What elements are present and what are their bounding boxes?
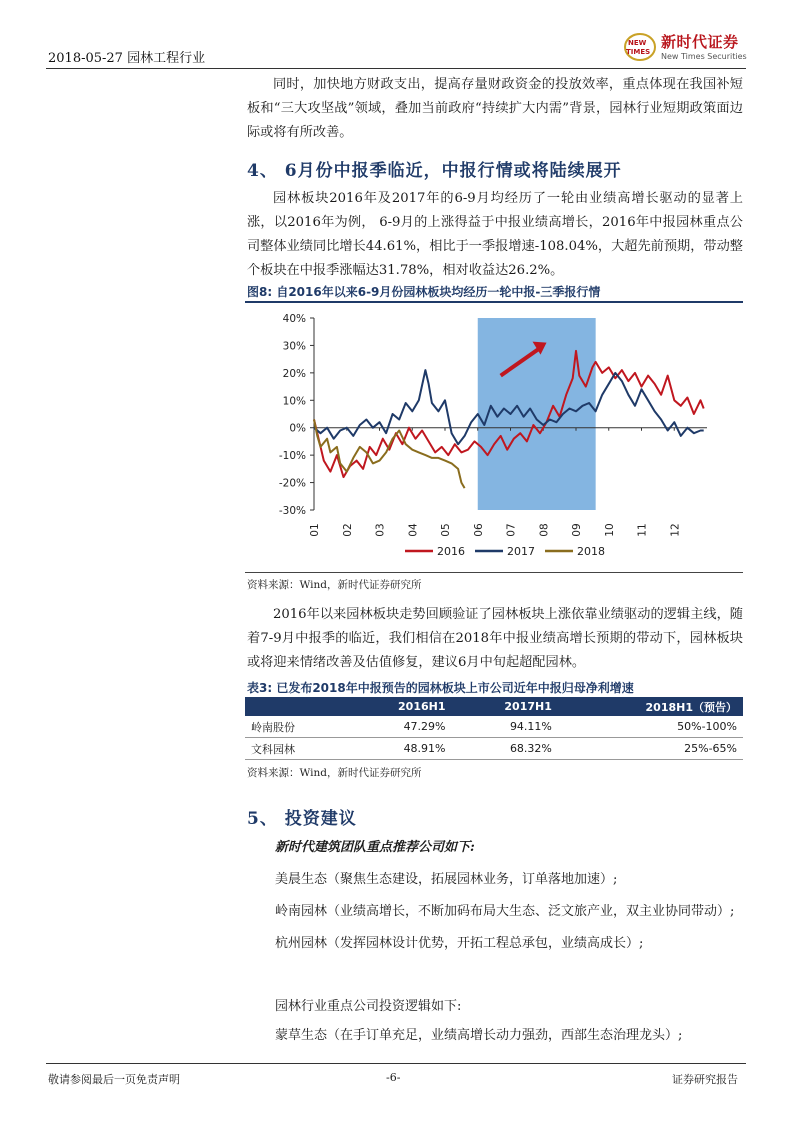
- x-tick-label: 02: [341, 523, 354, 537]
- x-tick-label: 05: [440, 523, 452, 537]
- figure-8-title: 图8: 自2016年以来6-9月份园林板块均经历一轮中报-三季报行情: [247, 285, 601, 299]
- footer-disclaimer: 敬请参阅最后一页免责声明: [48, 1073, 180, 1086]
- x-tick-label: 12: [669, 523, 682, 537]
- brand-english: New Times Securities: [661, 52, 747, 61]
- header-rule: [46, 68, 746, 69]
- header-date-industry: 2018-05-27 园林工程行业: [48, 51, 206, 66]
- table-header-cell: 2016H1: [345, 697, 451, 716]
- legend-label-2016: 2016: [437, 545, 465, 558]
- table-cell: 94.11%: [452, 716, 558, 738]
- recommendation-item: 岭南园林（业绩高增长，不断加码布局大生态、泛文旅产业，双主业协同带动）;: [275, 904, 735, 919]
- y-tick-label: 40%: [282, 313, 306, 325]
- svg-text:NEW: NEW: [628, 39, 647, 47]
- table-3-title: 表3: 已发布2018年中报预告的园林板块上市公司近年中报归母净利增速: [247, 681, 634, 695]
- section-4-heading: 4、 6月份中报季临近，中报行情或将陆续展开: [247, 161, 622, 181]
- y-tick-label: -10%: [278, 450, 306, 463]
- table-header-cell: 2017H1: [452, 697, 558, 716]
- table-cell: 岭南股份: [245, 716, 345, 738]
- table-row: [245, 738, 743, 760]
- recommendation-item: 美晨生态（聚焦生态建设，拓展园林业务，订单落地加速）;: [275, 872, 618, 887]
- figure-bottom-rule: [245, 572, 743, 573]
- y-tick-label: 20%: [282, 367, 306, 380]
- new-times-logo-icon: [622, 28, 662, 66]
- y-tick-label: 10%: [282, 395, 306, 408]
- logic-item: 蒙草生态（在手订单充足，业绩高增长动力强劲，西部生态治理龙头）;: [275, 1028, 683, 1043]
- legend-label-2018: 2018: [577, 545, 605, 558]
- paragraph-after-figure: 2016年以来园林板块走势回顾验证了园林板块上涨依靠业绩驱动的逻辑主线，随着7-9月中报季的临近，我们相信在2018年中报业绩高增长预期的带动下，园林板块或将迎来情绪改善及估值修复，建议6月中旬起超配园林。: [247, 607, 743, 670]
- recommendation-item: 杭州园林（发挥园林设计优势，开拓工程总承包，业绩高成长）;: [275, 936, 644, 951]
- figure-8-source: 资料来源：Wind，新时代证券研究所: [247, 579, 422, 591]
- table-cell: 文科园林: [245, 738, 345, 760]
- series-line-2018: [314, 420, 465, 489]
- x-tick-label: 03: [374, 523, 387, 537]
- x-tick-label: 09: [571, 523, 583, 537]
- y-tick-label: 30%: [282, 340, 306, 353]
- footer-rule: [46, 1063, 746, 1064]
- x-tick-label: 10: [603, 523, 616, 537]
- y-tick-label: -30%: [278, 505, 306, 517]
- y-tick-label: -20%: [278, 477, 306, 490]
- figure-title-rule: [245, 301, 743, 303]
- recommendation-intro: 新时代建筑团队重点推荐公司如下:: [275, 840, 475, 855]
- x-tick-label: 08: [538, 523, 551, 537]
- table-cell: 25%-65%: [558, 738, 743, 760]
- table-cell: 50%-100%: [558, 716, 743, 738]
- logic-intro: 园林行业重点公司投资逻辑如下:: [275, 999, 462, 1014]
- section-5-heading: 5、 投资建议: [247, 809, 357, 829]
- svg-text:TIMES: TIMES: [626, 48, 651, 56]
- line-chart: [245, 304, 743, 570]
- y-tick-label: 0%: [289, 422, 306, 435]
- x-tick-label: 01: [309, 523, 321, 537]
- x-tick-label: 06: [472, 523, 485, 537]
- intro-paragraph: 同时，加快地方财政支出，提高存量财政资金的投放效率，重点体现在我国补短板和“三大攻坚战”领域，叠加当前政府“持续扩大内需”背景，园林行业短期政策面边际或将有所改善。: [247, 77, 743, 140]
- table-cell: 47.29%: [345, 716, 451, 738]
- table-3: [245, 697, 743, 760]
- table-header-cell: [245, 697, 345, 716]
- table-header-cell: 2018H1（预告）: [558, 697, 743, 716]
- x-tick-label: 07: [505, 523, 518, 537]
- footer-report-type: 证券研究报告: [672, 1073, 738, 1086]
- x-tick-label: 11: [636, 523, 649, 537]
- table-row: [245, 716, 743, 738]
- legend-label-2017: 2017: [507, 545, 535, 558]
- x-tick-label: 04: [407, 523, 420, 537]
- brand-name: 新时代证券: [661, 33, 739, 51]
- table-cell: 48.91%: [345, 738, 451, 760]
- section-4-paragraph: 园林板块2016年及2017年的6-9月均经历了一轮由业绩高增长驱动的显著上涨，以2016年为例， 6-9月的上涨得益于中报业绩高增长，2016年中报园林重点公司整体业绩同比增长44.61%，相比于一季报增速-108.04%，大超先前预期，带动整个板块在中报季涨幅达31.78%，相对收益达26.2%。: [247, 191, 743, 278]
- table-header-row: [245, 697, 743, 716]
- page-number: -6-: [386, 1071, 401, 1084]
- table-cell: 68.32%: [452, 738, 558, 760]
- table-3-source: 资料来源：Wind，新时代证券研究所: [247, 767, 422, 779]
